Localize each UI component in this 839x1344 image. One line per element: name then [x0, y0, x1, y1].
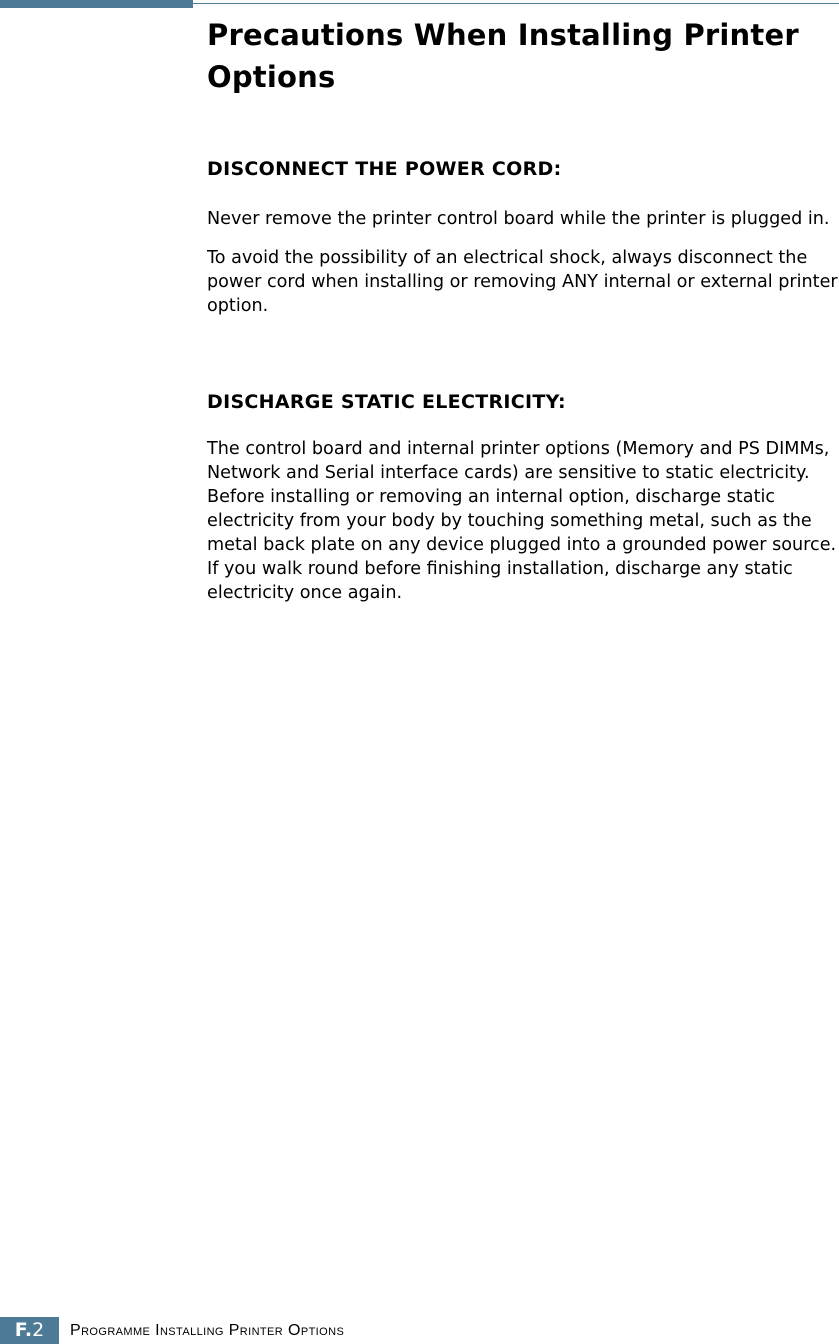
section-heading-disconnect-power: DISCONNECT THE POWER CORD: [207, 158, 562, 180]
header-accent-bar [0, 0, 193, 8]
paragraph-remove-board-warning: Never remove the printer control board while the printer is plugged in. [207, 209, 830, 229]
footer-chapter-label: Programme Installing Printer Options [70, 1322, 345, 1339]
page-content [207, 14, 839, 605]
header-rule [193, 3, 839, 4]
paragraph-static-electricity: The control board and internal printer options (Memory and PS DIMMs, Network and Serial interface cards) are sensitive to static electricity. Before installing or removing an internal option, discharge static electricity from your body by touching something metal, such as the metal back plate on any device plugged into a grounded power source. If you walk round before finishing installation, discharge any static electricity once again. [207, 439, 837, 603]
paragraph-electrical-shock-warning: To avoid the possibility of an electrical shock, always disconnect the power cord when installing or removing ANY internal or external printer option. [207, 248, 838, 316]
page-number: 2 [32, 1319, 45, 1341]
page-title: Precautions When Installing Printer Options [207, 18, 799, 94]
section-heading-discharge-static: DISCHARGE STATIC ELECTRICITY: [207, 391, 566, 413]
appendix-letter: F. [14, 1319, 33, 1341]
page-footer [0, 1317, 839, 1344]
page-number-badge [0, 1317, 59, 1344]
